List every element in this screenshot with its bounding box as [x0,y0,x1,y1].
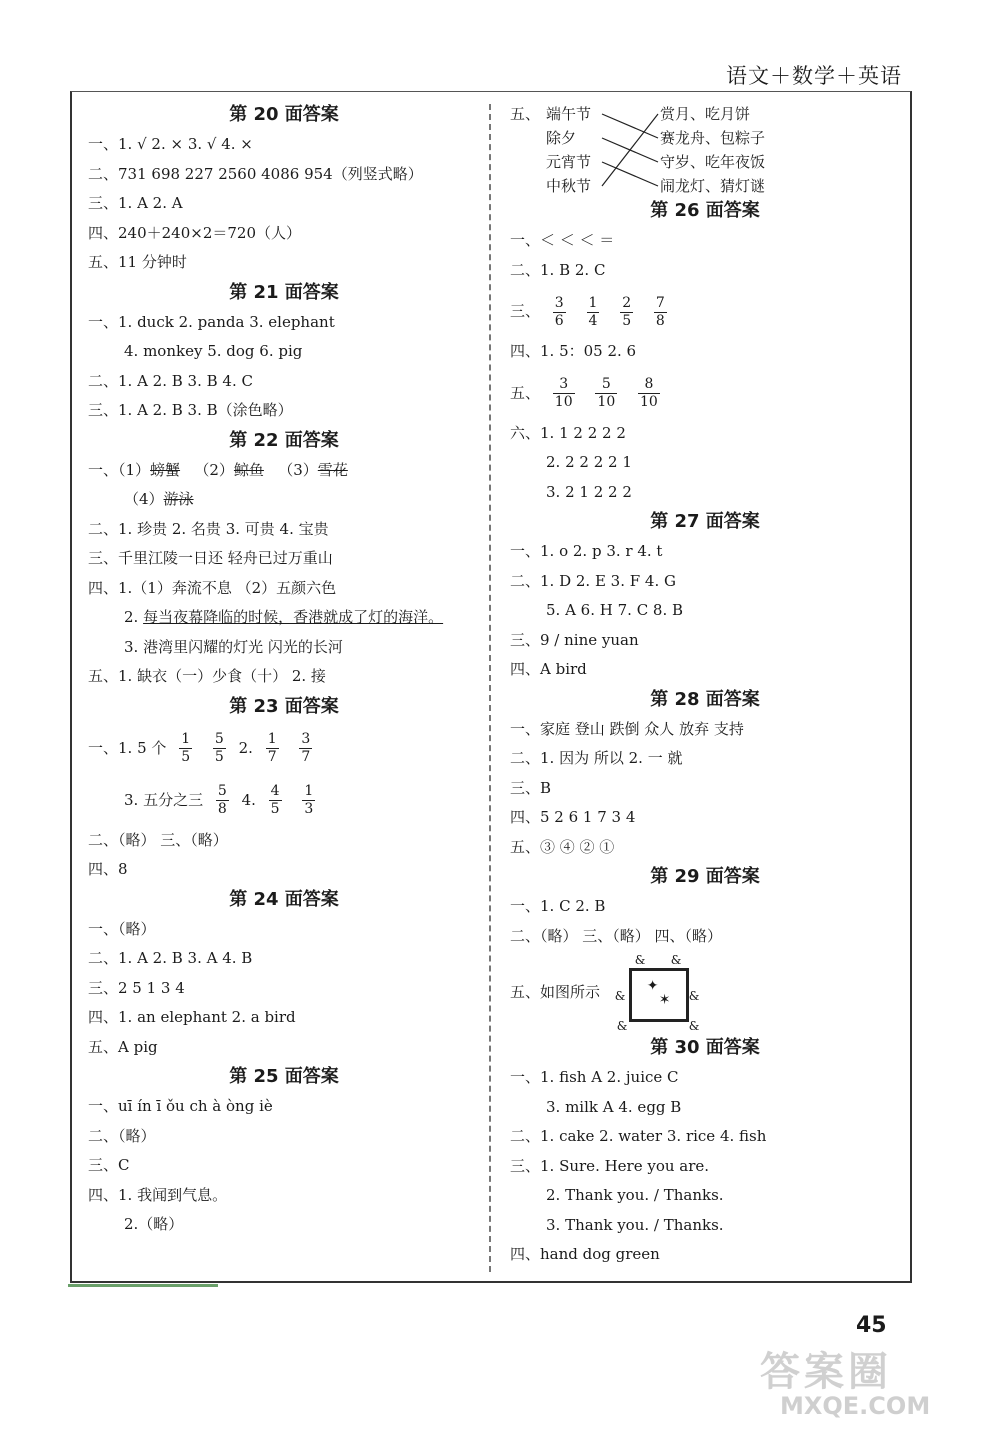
answer-line: 一、uī ín ī ǒu ch à òng iè [88,1097,273,1115]
section-title-24: 第 24 面答案 [229,888,339,910]
item-label: （3） [278,460,318,479]
denominator: 10 [554,394,573,410]
answer-line: 二、1. A 2. B 3. B 4. C [88,371,253,390]
answer-line: 2.（略） [124,1215,184,1233]
watermark-logo: 答案圈 [760,1349,892,1395]
custom-text: 赏月、吃月饼 [660,105,751,123]
answer-line: 二、（略） 三、（略） 四、（略） [510,926,723,945]
answer-line: 六、1. 1 2 2 2 2 [510,423,626,442]
fraction [266,731,279,766]
section-title-21: 第 21 面答案 [229,281,339,303]
answer-line [510,367,900,419]
denominator: 7 [267,749,277,765]
answer-line [510,951,900,1033]
answer-line: 四、1.（1）奔流不息 （2）五颜六色 [88,578,337,597]
section-title-28: 第 28 面答案 [650,688,760,710]
fraction [269,783,282,818]
answer-line: 二、1. D 2. E 3. F 4. G [510,571,676,590]
item-label: （2） [194,460,234,479]
fraction [595,376,617,411]
answer-line: 3. 港湾里闪耀的灯光 闪光的长河 [124,637,343,656]
denominator: 6 [554,312,564,329]
answer-line: 5. A 6. H 7. C 8. B [546,601,684,619]
answer-line: 四、240＋240×2＝720（人） [88,223,302,242]
answer-line [88,485,480,515]
numerator: 3 [301,731,311,747]
numerator: 5 [595,376,617,394]
section-title-27: 第 27 面答案 [650,511,760,532]
frame-accent [68,1276,218,1287]
numerator: 2 [622,294,632,311]
section-title-30: 第 30 面答案 [650,1037,760,1058]
fraction [620,295,633,330]
denominator: 4 [588,312,598,329]
item-label: 五、如图所示 [510,983,601,1001]
page-number: 45 [856,1313,887,1338]
answer-line: 一、1. o 2. p 3. r 4. t [510,542,663,560]
denominator: 5 [214,749,224,765]
custom-text: 守岁、吃年夜饭 [660,153,766,171]
numerator: 1 [588,294,598,311]
custom-text: 闹龙灯、猜灯谜 [660,177,766,195]
section-title-22: 第 22 面答案 [229,429,339,451]
section-title-26: 第 26 面答案 [650,200,760,221]
answer-line [510,285,900,337]
answer-line [88,603,480,633]
answer-line: 五、11 分钟时 [88,253,187,271]
answer-line: 三、B [510,778,552,797]
answer-line: 五、③ ④ ② ① [510,837,615,856]
answer-line: 二、1. 因为 所以 2. 一 就 [510,749,683,767]
answer-line: 2. Thank you. / Thanks. [546,1186,724,1204]
item-label: 一、1. 5 个 [88,738,167,757]
answer-line: 一、1. √ 2. × 3. √ 4. × [88,135,253,153]
answer-line: 二、1. B 2. C [510,260,606,279]
left-column [88,100,480,1240]
underlined-sentence: 每当夜幕降临的时候，香港就成了灯的海洋。 [143,608,444,626]
answer-line: 二、1. A 2. B 3. A 4. B [88,949,253,967]
answer-line: 一、＜ ＜ ＜ ＝ [510,231,615,249]
answer-line: 4. monkey 5. dog 6. pig [124,342,303,360]
answer-line [88,722,480,774]
answer-line: 四、1. 我闻到气息。 [88,1185,228,1204]
answer-word: 游泳 [163,490,194,508]
answer-line: 一、1. duck 2. panda 3. elephant [88,312,335,331]
knot-icon: & [688,1019,700,1033]
knot-icon: & [634,953,646,967]
answer-line: 3. 2 1 2 2 2 [546,482,632,501]
fraction [179,731,192,766]
item-label: 2. [238,738,253,757]
denominator: 8 [655,312,665,329]
answer-line: 三、9 / nine yuan [510,630,639,649]
matching-lines [598,100,668,196]
answer-word: 螃蟹 [150,460,181,479]
column-divider [489,104,491,1272]
numerator: 1 [304,783,314,799]
fraction [216,783,229,818]
custom-text: 赛龙舟、包粽子 [660,129,766,147]
answer-line: 3. milk A 4. egg B [546,1097,682,1116]
denominator: 5 [181,749,191,765]
denominator: 10 [640,394,658,410]
numerator: 7 [655,294,665,311]
item-label: 五、 [510,383,541,402]
item-label: 2. [124,608,144,626]
section-title-20: 第 20 面答案 [229,104,339,125]
answer-line: 3. Thank you. / Thanks. [546,1215,724,1234]
item-label: 五、 [510,105,541,123]
numerator: 1 [181,731,191,747]
item-label: 一、（1） [88,460,151,479]
item-label: 三、 [510,302,541,320]
answer-line: 三、1. A 2. B 3. B（涂色略） [88,401,293,419]
fraction [587,295,600,330]
fraction [299,731,312,766]
answer-line: 四、A bird [510,660,587,678]
denominator: 5 [622,312,632,329]
answer-line: 五、1. 缺衣（一）少食（十） 2. 接 [88,667,326,685]
answer-line: 二、（略） 三、（略） [88,830,228,849]
answer-line: 一、家庭 登山 跌倒 众人 放弃 支持 [510,719,744,738]
section-title-29: 第 29 面答案 [650,866,760,887]
numerator: 1 [267,731,277,747]
item-label: 3. 五分之三 [124,790,204,809]
denominator: 3 [304,801,314,817]
festival-matching [510,100,900,196]
answer-line: 三、1. Sure. Here you are. [510,1156,710,1175]
answer-line: 二、1. 珍贵 2. 名贵 3. 可贵 4. 宝贵 [88,519,329,538]
item-label: （4） [124,490,164,508]
numerator: 5 [214,731,224,747]
numerator: 3 [554,294,564,311]
denominator: 7 [301,749,311,765]
answer-line: 三、1. A 2. A [88,194,183,212]
numerator: 4 [270,783,280,799]
answer-line: 四、5 2 6 1 7 3 4 [510,808,636,826]
knot-icon: & [614,989,626,1003]
festival-name: 中秋节 [546,177,592,195]
answer-line: 三、C [88,1156,130,1174]
right-column [510,100,900,1270]
answer-line: 二、（略） [88,1126,156,1145]
answer-line: 四、1. an elephant 2. a bird [88,1008,296,1026]
answer-line: 二、1. cake 2. water 3. rice 4. fish [510,1127,767,1145]
bird-icon: ✦ [646,978,659,994]
answer-line: 一、1. C 2. B [510,897,606,915]
fraction [302,783,315,818]
festival-name: 元宵节 [546,153,592,171]
answer-line: 2. 2 2 2 2 1 [546,453,632,471]
answer-line: 一、（略） [88,919,156,938]
knot-icon: & [670,953,682,967]
knot-icon: & [688,989,700,1003]
denominator: 10 [597,394,616,410]
answer-line: 四、8 [88,860,128,878]
answer-line: 三、千里江陵一日还 轻舟已过万重山 [88,549,333,567]
answer-line: 四、1. 5：05 2. 6 [510,342,637,360]
numerator: 8 [638,376,660,394]
answer-line: 二、731 698 227 2560 4086 954（列竖式略） [88,164,423,183]
answer-line: 四、hand dog green [510,1245,660,1263]
header-subject: 语文＋数学＋英语 [726,64,902,88]
answer-line: 三、2 5 1 3 4 [88,978,185,997]
numerator: 5 [217,783,227,799]
section-title-23: 第 23 面答案 [229,695,339,717]
answer-line [88,774,480,826]
watermark-url: MXQE.COM [780,1392,931,1420]
festival-name: 端午节 [546,105,592,123]
answer-line: 一、1. fish A 2. juice C [510,1068,679,1086]
fraction [654,295,667,330]
item-label: 4. [241,790,256,809]
answer-line: 五、A pig [88,1037,158,1056]
knot-icon: & [616,1019,628,1033]
fraction [213,731,226,766]
denominator: 5 [270,801,280,817]
fraction [638,376,660,411]
answer-figure [615,954,705,1032]
numerator: 3 [553,376,575,394]
fraction [553,295,566,330]
answer-word: 鲸鱼 [233,460,264,479]
answer-line [88,456,480,486]
festival-name: 除夕 [546,129,577,147]
answer-word: 雪花 [317,460,348,479]
denominator: 8 [217,801,227,817]
fraction [553,376,575,411]
bird-icon: ✶ [658,992,671,1008]
section-title-25: 第 25 面答案 [229,1066,339,1087]
